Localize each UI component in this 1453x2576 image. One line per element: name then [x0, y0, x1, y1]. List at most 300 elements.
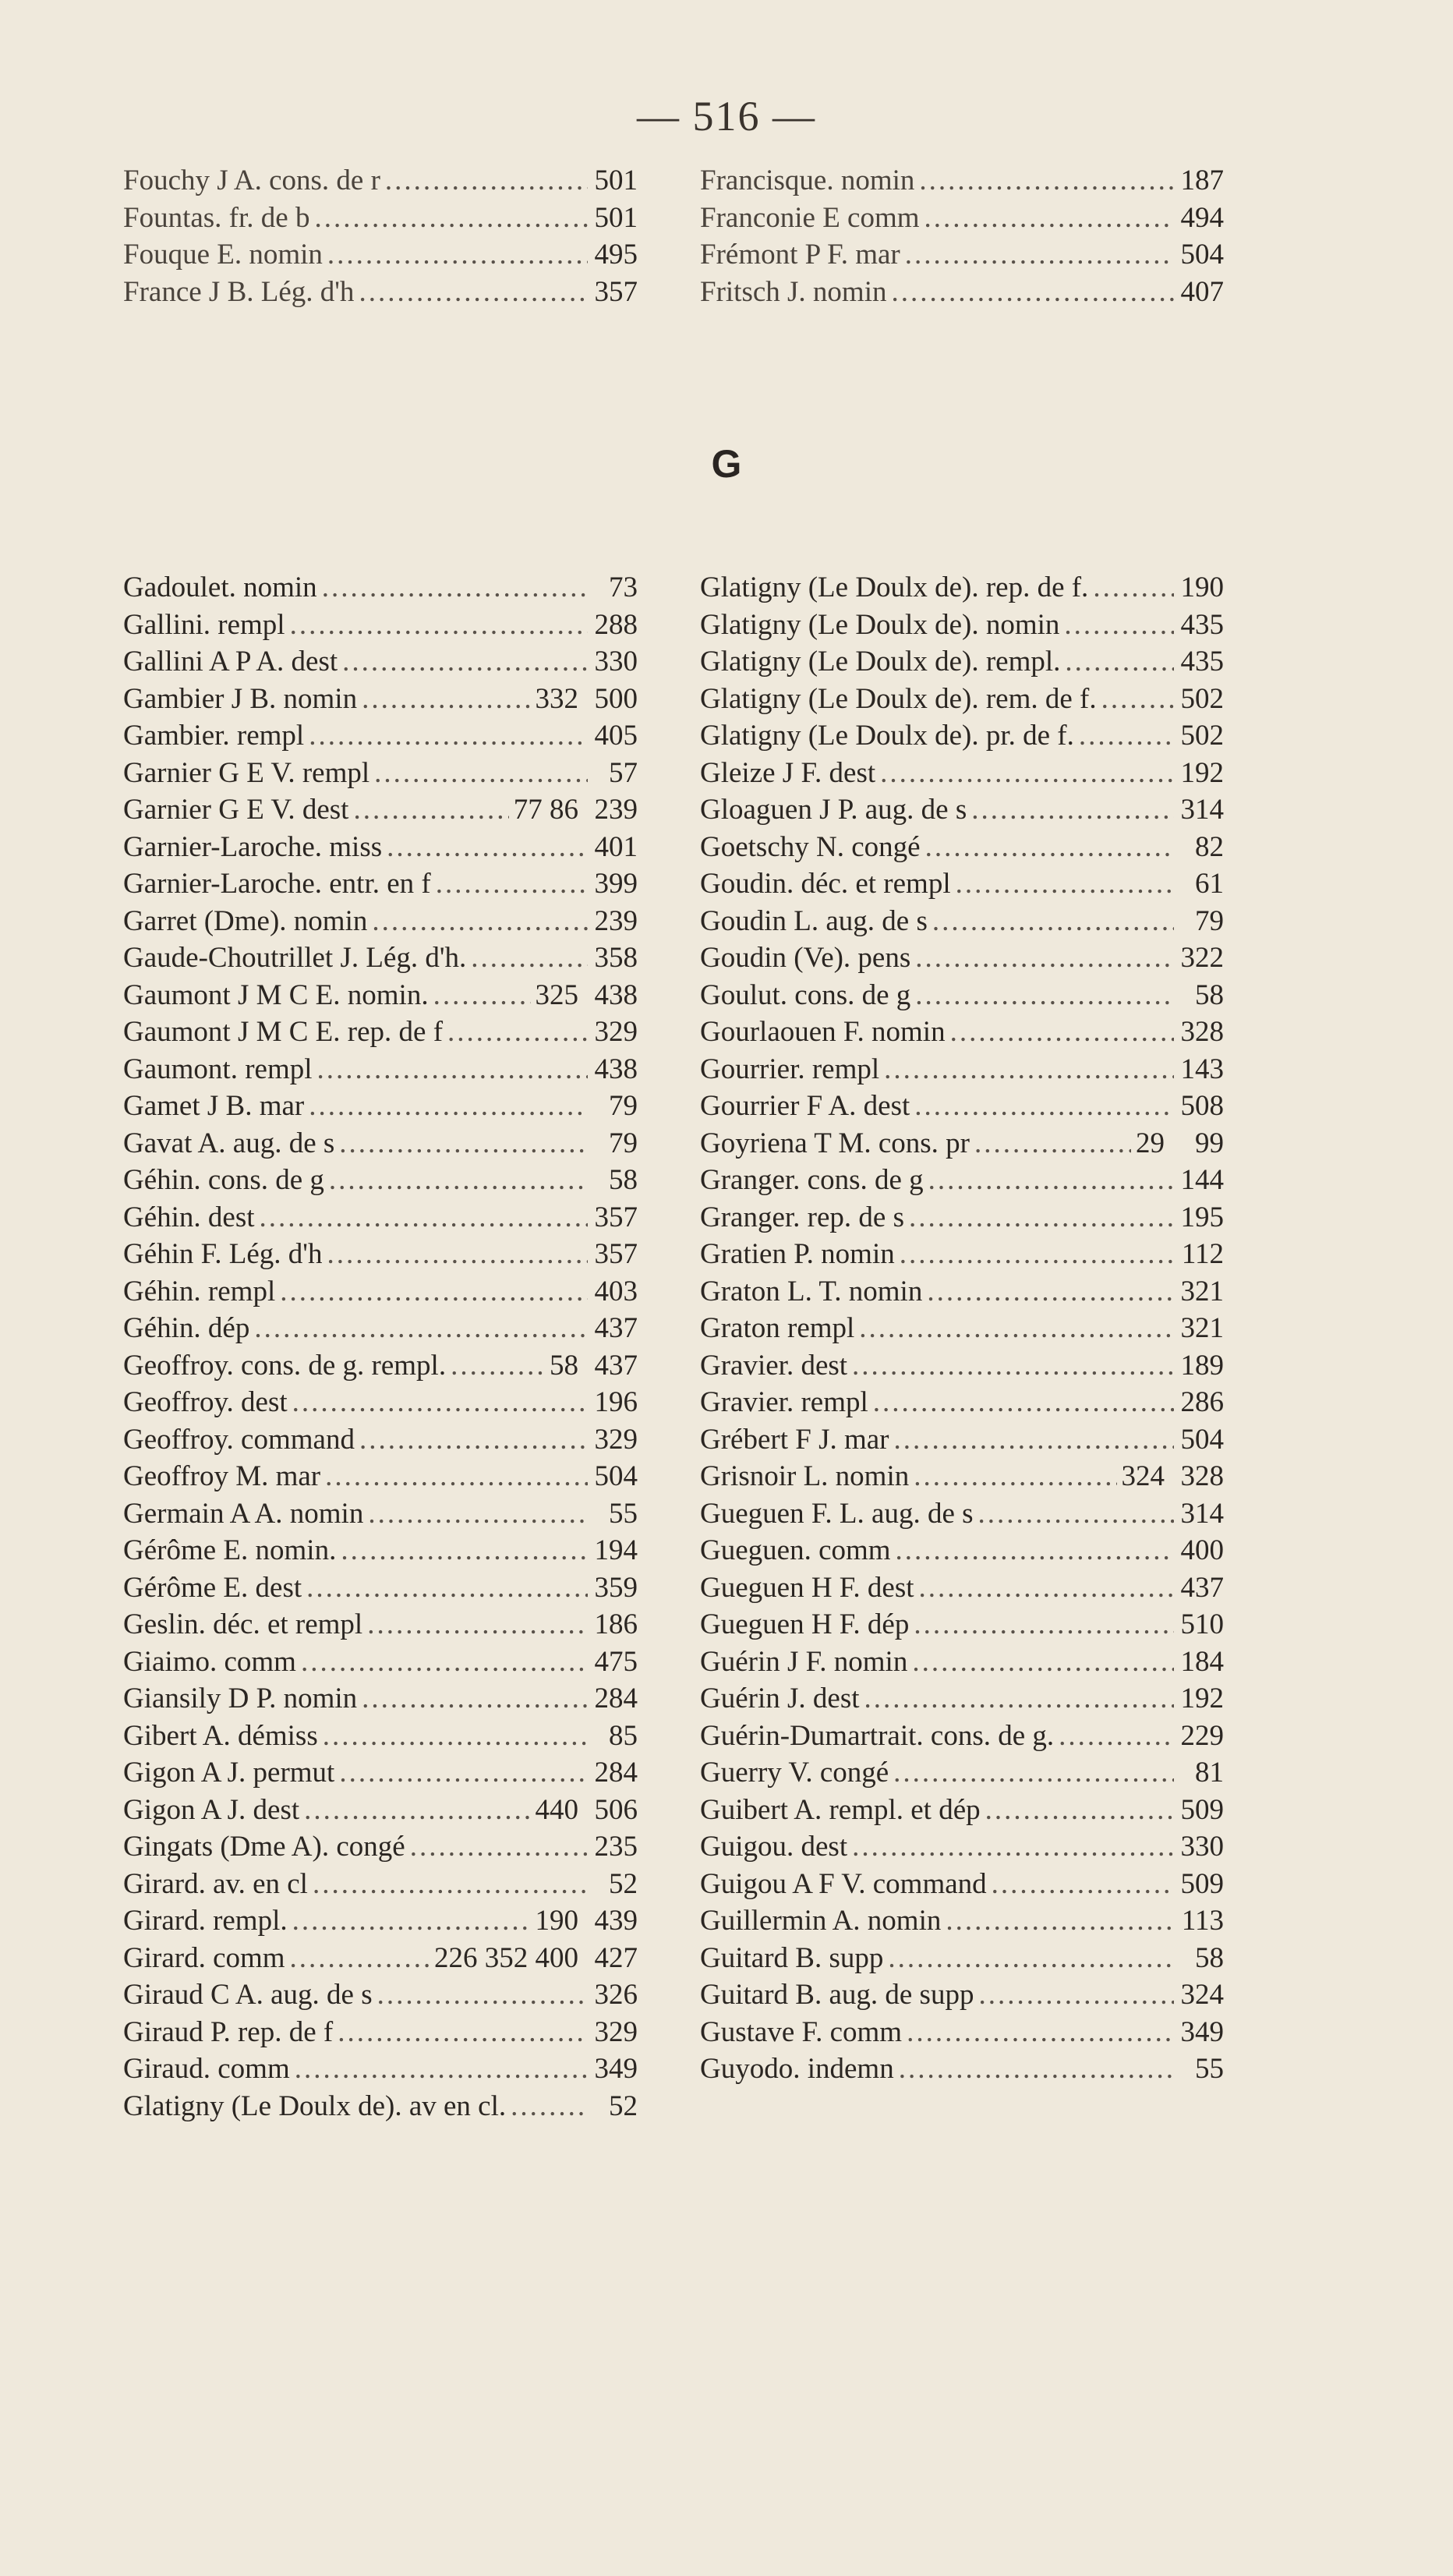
- dot-leader: [1101, 681, 1174, 718]
- index-entry: [700, 162, 1224, 200]
- entry-name: Gadoulet. nomin: [123, 571, 317, 603]
- dot-leader: [410, 1828, 588, 1866]
- index-entry: [700, 2051, 1224, 2088]
- entry-page: 435: [1180, 608, 1224, 641]
- entry-page: 194: [594, 1534, 638, 1566]
- dot-leader: [884, 1051, 1174, 1088]
- index-entry: [123, 977, 638, 1014]
- entry-page: 112: [1181, 1238, 1224, 1270]
- dot-leader: [322, 569, 588, 607]
- index-entry: [123, 681, 638, 718]
- index-entry: [700, 755, 1224, 792]
- index-entry: [123, 607, 638, 644]
- entry-page: 58: [1195, 978, 1224, 1011]
- entry-page: 329: [594, 2015, 638, 2048]
- index-entry: [123, 791, 638, 829]
- entry-page: 82: [1195, 830, 1224, 863]
- index-entry: [123, 1792, 638, 1829]
- entry-page: 400: [1180, 1534, 1224, 1566]
- section-letter: G: [711, 442, 742, 486]
- entry-page: 81: [1195, 1757, 1224, 1789]
- dot-leader: [447, 1014, 588, 1051]
- dot-leader: [1079, 717, 1174, 755]
- entry-name: Glatigny (Le Doulx de). nomin: [700, 608, 1060, 641]
- entry-page: 239: [594, 794, 638, 826]
- index-entry: [700, 1792, 1224, 1829]
- entry-name: Garnier-Laroche. miss: [123, 830, 383, 863]
- index-entry: [700, 1644, 1224, 1681]
- entry-page: 435: [1180, 646, 1224, 678]
- entry-page: 438: [594, 978, 638, 1011]
- dot-leader: [927, 1273, 1174, 1311]
- dot-leader: [359, 1421, 588, 1459]
- entry-page: 427: [594, 1941, 638, 1974]
- dot-leader: [892, 274, 1175, 311]
- entry-name: Gustave F. comm: [700, 2015, 903, 2048]
- dot-leader: [924, 200, 1174, 237]
- dot-leader: [367, 1606, 588, 1644]
- index-entry: [123, 2014, 638, 2051]
- entry-page: 329: [594, 1423, 638, 1456]
- index-entry: [123, 643, 638, 681]
- index-entry: [123, 903, 638, 940]
- entry-name: Francisque. nomin: [700, 165, 915, 196]
- index-entry: [700, 717, 1224, 755]
- index-entry: [123, 1347, 638, 1385]
- entry-name: Grisnoir L. nomin: [700, 1460, 910, 1492]
- entry-name: Guerry V. congé: [700, 1757, 889, 1789]
- dot-leader: [894, 1421, 1175, 1459]
- index-entry: [123, 1014, 638, 1051]
- dot-leader: [309, 717, 588, 755]
- entry-name: Guigou A F V. command: [700, 1867, 987, 1900]
- dot-leader: [339, 1754, 588, 1792]
- index-entry: [700, 1902, 1224, 1940]
- entry-page: 73: [609, 571, 638, 603]
- index-entry: [700, 865, 1224, 903]
- entry-name: Granger. cons. de g: [700, 1164, 924, 1196]
- entry-page: 359: [594, 1571, 638, 1604]
- dot-leader: [985, 1792, 1174, 1829]
- dot-leader: [974, 1125, 1131, 1162]
- index-entry: [123, 1569, 638, 1607]
- entry-page: 239: [594, 904, 638, 937]
- entry-page: 79: [609, 1127, 638, 1159]
- dot-leader: [295, 2051, 588, 2088]
- entry-page: 357: [594, 1238, 638, 1270]
- entry-page: 55: [1195, 2053, 1224, 2085]
- dot-leader: [899, 2051, 1174, 2088]
- entry-page: 330: [594, 646, 638, 678]
- index-entry: [700, 829, 1224, 866]
- index-entry: [123, 1162, 638, 1199]
- index-entry: [700, 1976, 1224, 2014]
- dot-leader: [905, 236, 1174, 274]
- index-entry: [123, 1976, 638, 2014]
- entry-name: Girard. comm: [123, 1941, 285, 1974]
- dot-leader: [374, 755, 588, 792]
- entry-name: Geoffroy M. mar: [123, 1460, 321, 1492]
- dot-leader: [915, 939, 1174, 977]
- left-index-column: [123, 569, 638, 2125]
- dot-leader: [260, 1199, 588, 1237]
- entry-page: 195: [1180, 1201, 1224, 1233]
- entry-page: 321: [1180, 1275, 1224, 1307]
- index-entry: [700, 1125, 1224, 1162]
- entry-name: Giraud C A. aug. de s: [123, 1979, 373, 2011]
- entry-page: 475: [594, 1645, 638, 1678]
- dot-leader: [925, 829, 1174, 866]
- entry-name: Gleize J F. dest: [700, 756, 876, 789]
- entry-page: 509: [1180, 1867, 1224, 1900]
- entry-page: 401: [594, 830, 638, 863]
- dot-leader: [915, 977, 1174, 1014]
- dot-leader: [290, 1940, 430, 1977]
- index-entry: [123, 1902, 638, 1940]
- entry-name: Gourlaouen F. nomin: [700, 1016, 946, 1048]
- entry-page: 284: [594, 1757, 638, 1789]
- dot-leader: [907, 2014, 1174, 2051]
- dot-leader: [359, 274, 588, 311]
- dot-leader: [339, 1125, 588, 1162]
- entry-page: 403: [594, 1275, 638, 1307]
- entry-name: Guitard B. supp: [700, 1941, 884, 1974]
- entry-extra-pages: 332: [535, 682, 578, 715]
- dot-leader: [919, 1569, 1174, 1607]
- index-entry: [700, 1718, 1224, 1755]
- entry-name: Goudin. déc. et rempl: [700, 868, 951, 900]
- entry-page: 57: [609, 756, 638, 789]
- top-left-column: [123, 162, 638, 310]
- entry-name: Gloaguen J P. aug. de s: [700, 794, 967, 826]
- entry-name: Gérôme E. dest: [123, 1571, 302, 1604]
- entry-name: Fritsch J. nomin: [700, 275, 887, 308]
- entry-name: Graton rempl: [700, 1312, 855, 1344]
- dot-leader: [353, 791, 508, 829]
- index-entry: [700, 1940, 1224, 1977]
- entry-name: Gallini A P A. dest: [123, 646, 338, 678]
- index-entry: [700, 1754, 1224, 1792]
- dot-leader: [323, 1718, 588, 1755]
- entry-page: 407: [1180, 275, 1224, 308]
- entry-page: 314: [1180, 1497, 1224, 1530]
- dot-leader: [946, 1902, 1174, 1940]
- entry-name: Guigou. dest: [700, 1831, 848, 1863]
- entry-name: Gambier. rempl: [123, 720, 305, 752]
- entry-name: Glatigny (Le Doulx de). av en cl.: [123, 2089, 507, 2122]
- index-entry: [700, 1421, 1224, 1459]
- dot-leader: [329, 1162, 588, 1199]
- index-entry: [700, 1162, 1224, 1199]
- entry-name: Glatigny (Le Doulx de). pr. de f.: [700, 720, 1074, 752]
- entry-page: 502: [1180, 682, 1224, 715]
- entry-name: Garnier G E V. rempl: [123, 756, 370, 789]
- entry-name: Géhin. dest: [123, 1201, 255, 1233]
- entry-page: 187: [1180, 165, 1224, 196]
- dot-leader: [325, 1458, 588, 1495]
- index-entry: [123, 1606, 638, 1644]
- dot-leader: [971, 791, 1174, 829]
- dot-leader: [314, 200, 588, 237]
- entry-name: Glatigny (Le Doulx de). rempl.: [700, 646, 1061, 678]
- index-entry: [700, 1866, 1224, 1903]
- entry-page: 192: [1180, 756, 1224, 789]
- entry-page: 510: [1180, 1608, 1224, 1640]
- dot-leader: [451, 1347, 545, 1385]
- dot-leader: [956, 865, 1174, 903]
- index-entry: [700, 1384, 1224, 1421]
- index-entry: [700, 1606, 1224, 1644]
- dot-leader: [852, 1347, 1174, 1385]
- index-entry: [123, 2051, 638, 2088]
- index-entry: [123, 162, 638, 200]
- entry-name: Germain A A. nomin: [123, 1497, 364, 1530]
- entry-name: Giraud. comm: [123, 2053, 290, 2085]
- entry-name: Guyodo. indemn: [700, 2053, 894, 2085]
- entry-name: Girard. av. en cl: [123, 1867, 308, 1900]
- entry-name: Glatigny (Le Doulx de). rep. de f.: [700, 571, 1089, 603]
- entry-name: Frémont P F. mar: [700, 239, 900, 271]
- entry-page: 58: [609, 1164, 638, 1196]
- entry-page: 501: [594, 201, 638, 234]
- dot-leader: [385, 162, 588, 200]
- entry-name: Géhin. rempl: [123, 1275, 276, 1307]
- entry-page: 328: [1180, 1460, 1224, 1492]
- index-entry: [123, 1051, 638, 1088]
- entry-name: Girard. rempl.: [123, 1905, 288, 1937]
- dot-leader: [1065, 643, 1174, 681]
- entry-name: Gigon A J. permut: [123, 1757, 335, 1789]
- entry-page: 439: [594, 1905, 638, 1937]
- index-entry: [700, 1828, 1224, 1866]
- dot-leader: [471, 939, 588, 977]
- entry-extra-pages: 77 86: [513, 794, 578, 826]
- index-entry: [700, 939, 1224, 977]
- index-entry: [700, 1495, 1224, 1533]
- index-entry: [123, 2088, 638, 2125]
- dot-leader: [978, 1495, 1174, 1533]
- entry-page: 509: [1180, 1793, 1224, 1826]
- index-entry: [123, 865, 638, 903]
- dot-leader: [254, 1310, 588, 1347]
- entry-extra-pages: 440: [535, 1793, 578, 1826]
- entry-name: Giaimo. comm: [123, 1645, 296, 1678]
- entry-page: 437: [1180, 1571, 1224, 1604]
- entry-page: 184: [1180, 1645, 1224, 1678]
- dot-leader: [292, 1384, 588, 1421]
- entry-name: Goetschy N. congé: [700, 830, 921, 863]
- entry-name: Gaumont. rempl: [123, 1053, 313, 1085]
- index-entry: [123, 1866, 638, 1903]
- entry-name: Guérin J. dest: [700, 1683, 860, 1714]
- entry-name: Gravier. rempl: [700, 1386, 868, 1418]
- index-entry: [700, 1088, 1224, 1125]
- dot-leader: [292, 1902, 531, 1940]
- entry-name: Goyriena T M. cons. pr: [700, 1127, 970, 1159]
- index-entry: [700, 977, 1224, 1014]
- entry-name: Geoffroy. cons. de g. rempl.: [123, 1349, 447, 1382]
- entry-page: 99: [1195, 1127, 1224, 1159]
- entry-page: 61: [1195, 868, 1224, 900]
- entry-page: 321: [1180, 1312, 1224, 1344]
- dot-leader: [342, 643, 588, 681]
- dot-leader: [950, 1014, 1174, 1051]
- dot-leader: [859, 1310, 1174, 1347]
- entry-name: Géhin. dép: [123, 1312, 250, 1344]
- entry-extra-pages: 226 352 400: [434, 1941, 578, 1974]
- index-entry: [700, 274, 1224, 311]
- entry-page: 506: [594, 1793, 638, 1826]
- entry-name: Geslin. déc. et rempl: [123, 1608, 363, 1640]
- dot-leader: [852, 1828, 1174, 1866]
- dot-leader: [928, 1162, 1174, 1199]
- dot-leader: [914, 1606, 1174, 1644]
- dot-leader: [919, 162, 1174, 200]
- entry-page: 329: [594, 1016, 638, 1048]
- dot-leader: [301, 1644, 588, 1681]
- entry-name: Gavat A. aug. de s: [123, 1127, 335, 1159]
- index-entry: [700, 2014, 1224, 2051]
- entry-page: 144: [1180, 1164, 1224, 1196]
- entry-extra-pages: 190: [535, 1905, 578, 1937]
- index-entry: [123, 939, 638, 977]
- index-entry: [700, 1273, 1224, 1311]
- dot-leader: [362, 681, 530, 718]
- entry-name: Guibert A. rempl. et dép: [700, 1793, 981, 1826]
- entry-name: Guillermin A. nomin: [700, 1905, 942, 1937]
- dot-leader: [372, 903, 588, 940]
- dot-leader: [880, 755, 1174, 792]
- dot-leader: [280, 1273, 588, 1311]
- index-entry: [123, 1680, 638, 1718]
- entry-name: Gueguen. comm: [700, 1534, 891, 1566]
- entry-name: Goudin (Ve). pens: [700, 942, 911, 974]
- entry-page: 79: [609, 1090, 638, 1122]
- entry-name: Granger. rep. de s: [700, 1201, 904, 1233]
- index-entry: [123, 236, 638, 274]
- entry-name: Géhin F. Lég. d'h: [123, 1238, 323, 1270]
- entry-page: 143: [1180, 1053, 1224, 1085]
- top-right-column: [700, 162, 1224, 310]
- dot-leader: [377, 1976, 588, 2014]
- dot-leader: [1064, 607, 1174, 644]
- dot-leader: [900, 1236, 1174, 1273]
- dot-leader: [864, 1680, 1175, 1718]
- entry-page: 437: [594, 1349, 638, 1382]
- entry-extra-pages: 58: [550, 1349, 578, 1382]
- entry-name: Garret (Dme). nomin: [123, 904, 368, 937]
- dot-leader: [306, 1569, 588, 1607]
- index-entry: [123, 1828, 638, 1866]
- index-entry: [700, 607, 1224, 644]
- index-entry: [123, 1384, 638, 1421]
- entry-page: 357: [594, 275, 638, 308]
- entry-page: 326: [594, 1979, 638, 2011]
- entry-name: Fountas. fr. de b: [123, 201, 310, 234]
- entry-page: 504: [594, 1460, 638, 1492]
- dot-leader: [327, 236, 588, 274]
- entry-page: 52: [609, 1867, 638, 1900]
- entry-page: 358: [594, 942, 638, 974]
- index-entry: [700, 1347, 1224, 1385]
- index-entry: [123, 1532, 638, 1569]
- entry-name: Gigon A J. dest: [123, 1793, 300, 1826]
- index-entry: [123, 1718, 638, 1755]
- index-entry: [700, 1310, 1224, 1347]
- index-entry: [123, 755, 638, 792]
- entry-page: 190: [1180, 571, 1224, 603]
- dot-leader: [932, 903, 1174, 940]
- entry-name: Fouque E. nomin: [123, 239, 323, 271]
- dot-leader: [290, 607, 588, 644]
- dot-leader: [436, 865, 588, 903]
- entry-name: Gourrier. rempl: [700, 1053, 880, 1085]
- entry-page: 324: [1180, 1979, 1224, 2011]
- dot-leader: [873, 1384, 1174, 1421]
- entry-name: Gueguen F. L. aug. de s: [700, 1497, 974, 1530]
- index-entry: [700, 569, 1224, 607]
- index-entry: [700, 903, 1224, 940]
- index-entry: [123, 200, 638, 237]
- entry-page: 314: [1180, 794, 1224, 826]
- index-entry: [123, 569, 638, 607]
- entry-page: 288: [594, 608, 638, 641]
- entry-page: 52: [609, 2089, 638, 2122]
- entry-page: 349: [1180, 2015, 1224, 2048]
- index-entry: [123, 1458, 638, 1495]
- entry-name: Guitard B. aug. de supp: [700, 1979, 974, 2011]
- index-entry: [700, 791, 1224, 829]
- index-entry: [123, 717, 638, 755]
- index-entry: [700, 1569, 1224, 1607]
- entry-page: 189: [1180, 1349, 1224, 1382]
- entry-name: Géhin. cons. de g: [123, 1164, 324, 1196]
- entry-name: Garnier G E V. dest: [123, 794, 349, 826]
- dot-leader: [309, 1088, 588, 1125]
- entry-name: Graton L. T. nomin: [700, 1275, 923, 1307]
- entry-extra-pages: 29: [1136, 1127, 1165, 1159]
- dot-leader: [362, 1680, 588, 1718]
- entry-page: 399: [594, 868, 638, 900]
- index-entry: [123, 274, 638, 311]
- right-index-column: [700, 569, 1224, 2088]
- index-entry: [123, 1088, 638, 1125]
- index-entry: [700, 200, 1224, 237]
- entry-extra-pages: 325: [535, 978, 578, 1011]
- entry-page: 357: [594, 1201, 638, 1233]
- entry-page: 495: [594, 239, 638, 271]
- index-entry: [700, 1199, 1224, 1237]
- index-entry: [700, 643, 1224, 681]
- entry-page: 330: [1180, 1831, 1224, 1863]
- entry-name: Gérôme E. nomin.: [123, 1534, 337, 1566]
- dot-leader: [912, 1644, 1174, 1681]
- index-entry: [700, 681, 1224, 718]
- index-entry: [123, 1644, 638, 1681]
- entry-name: Franconie E comm: [700, 201, 920, 234]
- entry-name: Fouchy J A. cons. de r: [123, 165, 380, 196]
- entry-name: Gourrier F A. dest: [700, 1090, 910, 1122]
- dot-leader: [341, 1532, 588, 1569]
- entry-page: 501: [594, 165, 638, 196]
- dot-leader: [368, 1495, 588, 1533]
- entry-name: Gaumont J M C E. rep. de f: [123, 1016, 444, 1048]
- entry-page: 286: [1180, 1386, 1224, 1418]
- dot-leader: [317, 1051, 588, 1088]
- entry-name: Geoffroy. dest: [123, 1386, 288, 1418]
- entry-page: 437: [594, 1312, 638, 1344]
- entry-name: Goudin L. aug. de s: [700, 904, 928, 937]
